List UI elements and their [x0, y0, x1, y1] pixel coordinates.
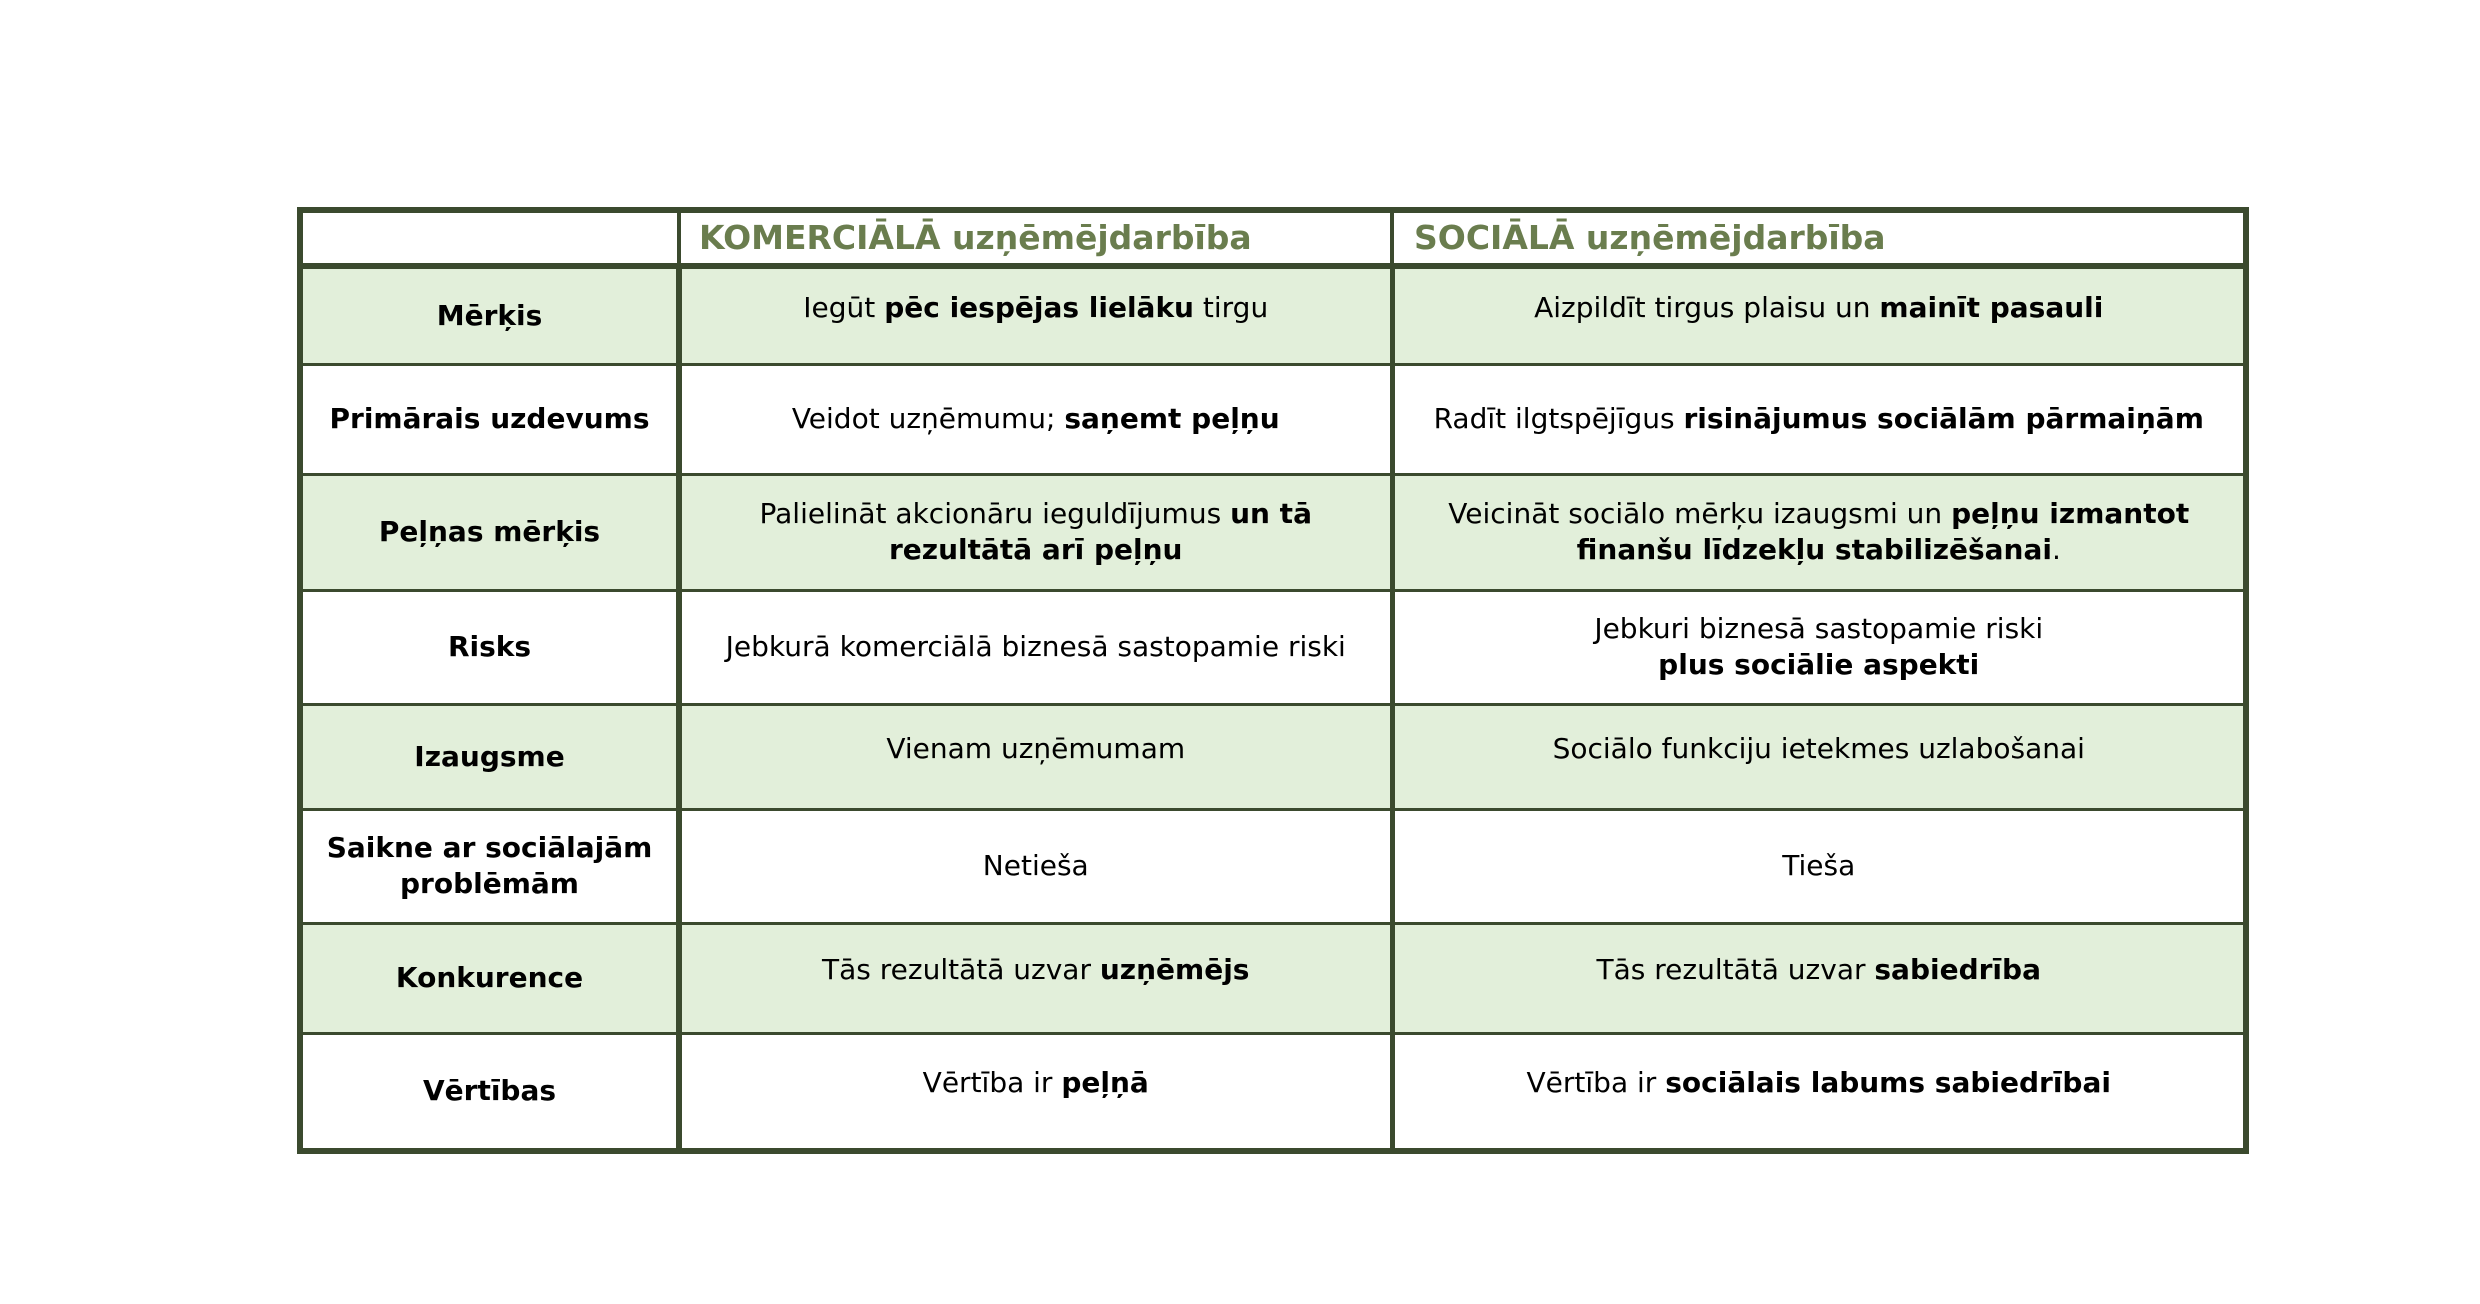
commercial-cell-text: [792, 401, 1280, 437]
header-empty-cell: [300, 210, 679, 266]
plain-text: tirgu: [1194, 290, 1269, 324]
commercial-cell: [679, 266, 1392, 364]
emphasis-text: saņemt peļņu: [1064, 402, 1280, 435]
plain-text: Tās rezultātā uzvar: [1596, 953, 1875, 986]
social-cell-text: [1594, 611, 2043, 683]
comparison-table: [297, 207, 2249, 1154]
commercial-cell-text: [822, 952, 1249, 988]
table-row: [300, 590, 2246, 704]
plain-text: Jebkurā komerciālā biznesā sastopamie riski: [725, 630, 1346, 663]
emphasis-text: un tā rezultātā arī peļņu: [889, 497, 1312, 566]
row-label: Primārais uzdevums: [300, 364, 679, 474]
table-row: [300, 266, 2246, 364]
social-cell: [1392, 364, 2246, 474]
commercial-cell-text: [726, 629, 1346, 665]
commercial-cell: [679, 809, 1392, 923]
table-header-row: [300, 210, 2246, 266]
commercial-cell-text: [803, 290, 1268, 326]
social-cell-text: [1782, 848, 1855, 884]
social-cell: [1392, 590, 2246, 704]
social-cell: [1392, 809, 2246, 923]
plain-text: Netieša: [982, 849, 1089, 882]
social-cell-text: [1597, 952, 2041, 988]
commercial-cell: [679, 474, 1392, 590]
commercial-cell-text: [886, 731, 1185, 767]
row-label: Peļņas mērķis: [300, 474, 679, 590]
emphasis-text: risinājumus sociālām pārmaiņām: [1683, 402, 2204, 435]
commercial-cell: [679, 704, 1392, 809]
commercial-cell-text: [690, 496, 1382, 568]
social-cell-text: [1434, 401, 2204, 437]
plain-text: Aizpildīt tirgus plaisu un: [1534, 290, 1880, 324]
emphasis-text: peļņu izmantot finanšu līdzekļu stabilizēšanai: [1576, 497, 2190, 566]
social-cell-text: [1403, 496, 2236, 568]
table-row: [300, 704, 2246, 809]
social-cell: [1392, 704, 2246, 809]
plain-text: .: [2051, 533, 2061, 566]
commercial-cell-text: [923, 1065, 1149, 1101]
row-label: Izaugsme: [300, 704, 679, 809]
plain-text: Tieša: [1782, 849, 1856, 882]
plain-text: Vienam uzņēmumam: [886, 731, 1186, 765]
table-row: [300, 364, 2246, 474]
commercial-cell-text: [983, 848, 1089, 884]
emphasis-text: plus sociālie aspekti: [1658, 648, 1980, 681]
plain-text: Jebkuri biznesā sastopamie riski: [1594, 612, 2044, 645]
emphasis-text: peļņā: [1061, 1066, 1149, 1100]
plain-text: Iegūt: [803, 290, 885, 324]
emphasis-text: sociālais labums sabiedrībai: [1665, 1066, 2111, 1100]
commercial-cell: [679, 923, 1392, 1033]
emphasis-text: pēc iespējas lielāku: [884, 290, 1194, 324]
plain-text: Sociālo funkciju ietekmes uzlabošanai: [1552, 731, 2085, 765]
social-cell: [1392, 923, 2246, 1033]
commercial-cell: [679, 364, 1392, 474]
row-label: Vērtības: [300, 1033, 679, 1151]
social-cell-text: [1534, 290, 2103, 326]
emphasis-text: uzņēmējs: [1099, 953, 1250, 986]
row-label: Konkurence: [300, 923, 679, 1033]
social-cell: [1392, 266, 2246, 364]
plain-text: Vērtība ir: [1526, 1066, 1666, 1100]
header-social: SOCIĀLĀ uzņēmējdarbība: [1392, 210, 2246, 266]
commercial-cell: [679, 1033, 1392, 1151]
social-cell-text: [1553, 731, 2085, 767]
emphasis-text: mainīt pasauli: [1879, 290, 2104, 324]
header-commercial: KOMERCIĀLĀ uzņēmējdarbība: [679, 210, 1392, 266]
table-row: [300, 1033, 2246, 1151]
plain-text: Vērtība ir: [922, 1066, 1062, 1100]
social-cell: [1392, 1033, 2246, 1151]
table-row: [300, 923, 2246, 1033]
plain-text: Palielināt akcionāru ieguldījumus: [759, 497, 1231, 530]
plain-text: Veidot uzņēmumu;: [791, 402, 1065, 435]
social-cell-text: [1527, 1065, 2111, 1101]
social-cell: [1392, 474, 2246, 590]
plain-text: Veicināt sociālo mērķu izaugsmi un: [1448, 497, 1952, 530]
table-row: [300, 809, 2246, 923]
emphasis-text: sabiedrība: [1874, 953, 2041, 986]
plain-text: Radīt ilgtspējīgus: [1433, 402, 1684, 435]
plain-text: Tās rezultātā uzvar: [822, 953, 1100, 986]
row-label: Saikne ar sociālajām problēmām: [300, 809, 679, 923]
table-row: [300, 474, 2246, 590]
commercial-cell: [679, 590, 1392, 704]
row-label: Risks: [300, 590, 679, 704]
row-label: Mērķis: [300, 266, 679, 364]
